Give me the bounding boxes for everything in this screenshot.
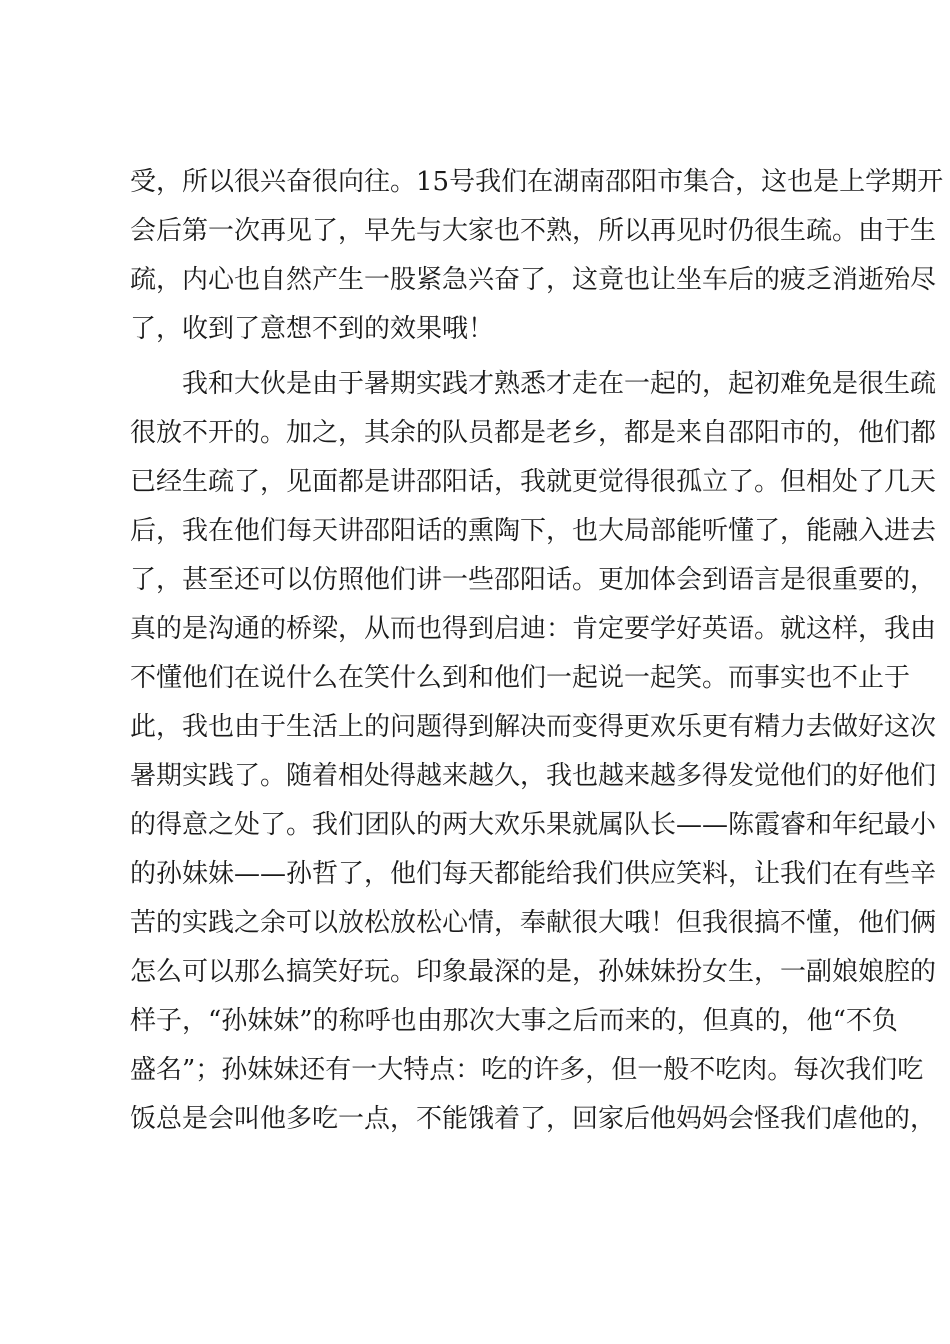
text-line: 很放不开的。加之，其余的队员都是老乡，都是来自邵阳市的，他们都 [130, 418, 937, 448]
text-line: 盛名”；孙妹妹还有一大特点：吃的许多，但一般不吃肉。每次我们吃 [130, 1055, 924, 1085]
text-line: 会后第一次再见了，早先与大家也不熟，所以再见时仍很生疏。由于生 [130, 216, 937, 246]
text-line: 的孙妹妹——孙哲了，他们每天都能给我们供应笑料，让我们在有些辛 [130, 859, 937, 889]
text-line: 此，我也由于生活上的问题得到解决而变得更欢乐更有精力去做好这次 [130, 712, 937, 742]
text-line: 样子，“孙妹妹”的称呼也由那次大事之后而来的，但真的，他“不负 [130, 1006, 898, 1036]
text-line: 我和大伙是由于暑期实践才熟悉才走在一起的，起初难免是很生疏 [182, 369, 937, 399]
paragraph-1 [130, 158, 944, 354]
body-text [130, 158, 944, 1144]
text-line: 的得意之处了。我们团队的两大欢乐果就属队长——陈霞睿和年纪最小 [130, 810, 937, 840]
text-line: 疏，内心也自然产生一股紧急兴奋了，这竟也让坐车后的疲乏消逝殆尽 [130, 265, 937, 295]
text-line: 苦的实践之余可以放松放松心情，奉献很大哦！但我很搞不懂，他们俩 [130, 908, 937, 938]
text-line: 后，我在他们每天讲邵阳话的熏陶下，也大局部能听懂了，能融入进去 [130, 516, 937, 546]
text-line: 了，甚至还可以仿照他们讲一些邵阳话。更加体会到语言是很重要的， [130, 565, 937, 595]
text-line: 暑期实践了。随着相处得越来越久，我也越来越多得发觉他们的好他们 [130, 761, 937, 791]
text-line: 已经生疏了，见面都是讲邵阳话，我就更觉得很孤立了。但相处了几天 [130, 467, 937, 497]
text-line: 不懂他们在说什么在笑什么到和他们一起说一起笑。而事实也不止于 [130, 663, 911, 693]
text-line: 怎么可以那么搞笑好玩。印象最深的是，孙妹妹扮女生，一副娘娘腔的 [130, 957, 937, 987]
paragraph-2 [130, 360, 937, 1144]
text-line: 真的是沟通的桥梁，从而也得到启迪：肯定要学好英语。就这样，我由 [130, 614, 937, 644]
text-line: 饭总是会叫他多吃一点，不能饿着了，回家后他妈妈会怪我们虐他的， [130, 1104, 937, 1134]
text-line: 了，收到了意想不到的效果哦！ [130, 314, 495, 344]
text-line: 受，所以很兴奋很向往。15号我们在湖南邵阳市集合，这也是上学期开 [130, 167, 944, 197]
